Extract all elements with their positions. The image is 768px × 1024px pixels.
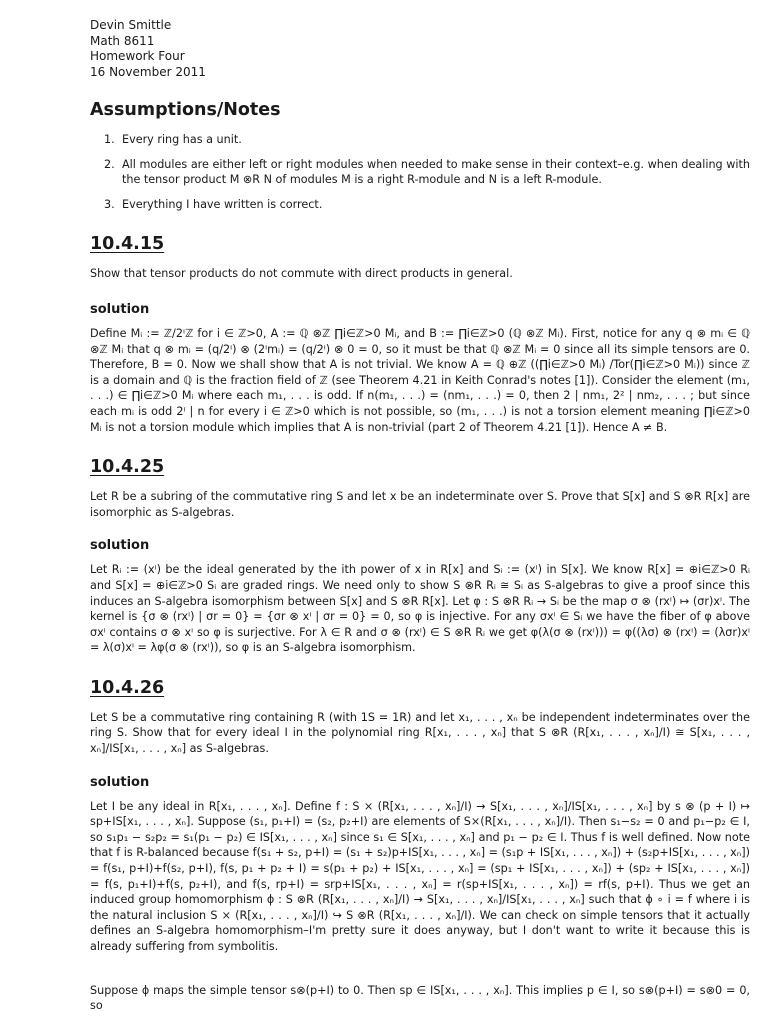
assumption-number: 1.: [104, 133, 115, 146]
assumption-item: [90, 157, 750, 188]
problem-statement: Show that tensor products do not commute with direct products in general.: [90, 267, 513, 281]
problem-statement: Let R be a subring of the commutative ring S and let x be an indeterminate over S. Prove that S[x] and S ⊗R R[x] are isomorphic as S-algebras.: [90, 490, 750, 519]
assumptions-list: [90, 132, 750, 212]
solution-text: Define Mᵢ := ℤ/2ⁱℤ for i ∈ ℤ>0, A := ℚ ⊗ℤ ∏i∈ℤ>0 Mᵢ, and B := ∏i∈ℤ>0 (ℚ ⊗ℤ Mᵢ). First, notice for any q ⊗ mᵢ ∈ ℚ ⊗ℤ Mᵢ that q ⊗ mᵢ = (q/2ⁱ) ⊗ (2ⁱmᵢ) = (q/2ⁱ) ⊗ 0 = 0, so it must be that ℚ ⊗ℤ Mᵢ = 0 since all its simple tensors are 0. Therefore, B = 0. Now we shall show that A is not trivial. We know A = ℚ ⊕ℤ ((∏i∈ℤ>0 Mᵢ) /Tor(∏i∈ℤ>0 Mᵢ)) since ℤ is a domain and ℚ is the fraction field of ℤ (see Theorem 4.21 in Keith Conrad's notes [1]). Consider the element (m₁, . . .) ∈ ∏i∈ℤ>0 Mᵢ where each m₁, . . . is odd. If n(m₁, . . .) = (nm₁, . . .) = 0, then 2 | nm₁, 2² | nm₂, . . . ; but since each mᵢ is odd 2ⁱ | n for every i ∈ ℤ>0 which is not possible, so (m₁, . . .) is not a torsion element meaning ∏i∈ℤ>0 Mᵢ is not a torsion module which implies that A is non-trivial (part 2 of Theorem 4.21 [1]). Hence A ≠ B.: [90, 326, 750, 434]
assumption-text: Everything I have written is correct.: [122, 197, 323, 211]
assumption-text: All modules are either left or right modules when needed to make sense in their context–e.g. when dealing with the tensor product M ⊗R N of modules M is a right R-module and N is a left R-module.: [122, 157, 750, 187]
assignment-name: Homework Four: [90, 49, 185, 63]
solution-heading: solution: [90, 538, 150, 554]
assumption-text: Every ring has a unit.: [122, 133, 242, 146]
document-content: [90, 18, 750, 1014]
problem-title: 10.4.15: [90, 234, 165, 255]
course-name: Math 8611: [90, 33, 155, 48]
author-name: Devin Smittle: [90, 18, 172, 32]
continued-text: Suppose ϕ maps the simple tensor s⊗(p+I) to 0. Then sp ∈ IS[x₁, . . . , xₙ]. This implies p ∈ I, so s⊗(p+I) = s⊗0 = 0, so: [90, 983, 750, 1013]
assumption-number: 2.: [104, 157, 115, 171]
assumption-item: [90, 197, 750, 213]
problem-statement: Let S be a commutative ring containing R (with 1S = 1R) and let x₁, . . . , xₙ be independent indeterminates over the ring S. Show that for every ideal I in the polynomial ring R[x₁, . . . , xₙ] that S ⊗R (R[x₁, . . . , xₙ]/I) ≅ S[x₁, . . . , xₙ]/IS[x₁, . . . , xₙ] as S-algebras.: [90, 710, 750, 756]
solution-heading: solution: [90, 301, 150, 317]
problem-title: 10.4.25: [90, 457, 165, 478]
problem-title: 10.4.26: [90, 677, 165, 698]
document-date: 16 November 2011: [90, 64, 206, 79]
solution-text: Let I be any ideal in R[x₁, . . . , xₙ]. Define f : S × (R[x₁, . . . , xₙ]/I) → S[x₁, . . . , xₙ]/IS[x₁, . . . , xₙ] by s ⊗ (p + I) ↦ sp+IS[x₁, . . . , xₙ]. Suppose (s₁, p₁+I) = (s₂, p₂+I) are elements of S×(R[x₁, . . . , xₙ]/I). Then s₁−s₂ = 0 and p₁−p₂ ∈ I, so s₁p₁ − s₂p₂ = s₁(p₁ − p₂) ∈ IS[x₁, . . . , xₙ] since s₁ ∈ S[x₁, . . . , xₙ] and p₁ − p₂ ∈ I. Thus f is well defined. Now note that f is R-balanced because f(s₁ + s₂, p+I) = (s₁ + s₂)p+IS[x₁, . . . , xₙ] = (s₁p + IS[x₁, . . . , xₙ]) + (s₂p+IS[x₁, . . . , xₙ]) = f(s₁, p+I)+f(s₂, p+I), f(s, p₁ + p₂ + I) = s(p₁ + p₂) + IS[x₁, . . . , xₙ] = (sp₁ + IS[x₁, . . . , xₙ]) + (sp₂ + IS[x₁, . . . , xₙ]) = f(s, p₁+I)+f(s, p₂+I), and f(s, rp+I) = srp+IS[x₁, . . . , xₙ] = r(sp+IS[x₁, . . . , xₙ]) = rf(s, p+I). Thus we get an induced group homomorphism ϕ : S ⊗R (R[x₁, . . . , xₙ]/I) → S[x₁, . . . , xₙ]/IS[x₁, . . . , xₙ] such that ϕ ∘ i = f where i is the natural inclusion S × (R[x₁, . . . , xₙ]/I) ↪ S ⊗R (R[x₁, . . . , xₙ]/I). We can check on simple tensors that it actually defines an S-algebra homomorphism–I'm pretty sure it does anyway, but I don't want to write it because this is already suffering from symbolitis.: [90, 799, 750, 953]
assumption-number: 3.: [104, 197, 115, 211]
assumptions-title: Assumptions/Notes: [90, 100, 281, 120]
solution-text: Let Rᵢ := (xⁱ) be the ideal generated by the ith power of x in R[x] and Sᵢ := (xⁱ) in S[x]. We know R[x] = ⊕i∈ℤ>0 Rᵢ and S[x] = ⊕i∈ℤ>0 Sᵢ are graded rings. We need only to show S ⊗R Rᵢ ≅ Sᵢ as S-algebras to give a proof since this induces an S-algebra isomorphism between S[x] and S ⊗R R[x]. Let φ : S ⊗R Rᵢ → Sᵢ be the map σ ⊗ (rxⁱ) ↦ (σr)xⁱ. The kernel is {σ ⊗ (rxⁱ) | σr = 0} = {σr ⊗ xⁱ | σr = 0} = 0, so φ is injective. For any σxⁱ ∈ Sᵢ we have the fiber of φ above σxⁱ contains σ ⊗ xⁱ so φ is surjective. For λ ∈ R and σ ⊗ (rxⁱ) ∈ S ⊗R Rᵢ we get φ(λ(σ ⊗ (rxⁱ))) = φ((λσ) ⊗ (rxⁱ) = (λσr)xⁱ = λ(σ)xⁱ = λφ(σ ⊗ (rxⁱ)), so φ is an S-algebra isomorphism.: [90, 563, 750, 655]
document-header: [90, 18, 750, 80]
assumption-item: [90, 132, 750, 148]
solution-heading: solution: [90, 774, 150, 790]
